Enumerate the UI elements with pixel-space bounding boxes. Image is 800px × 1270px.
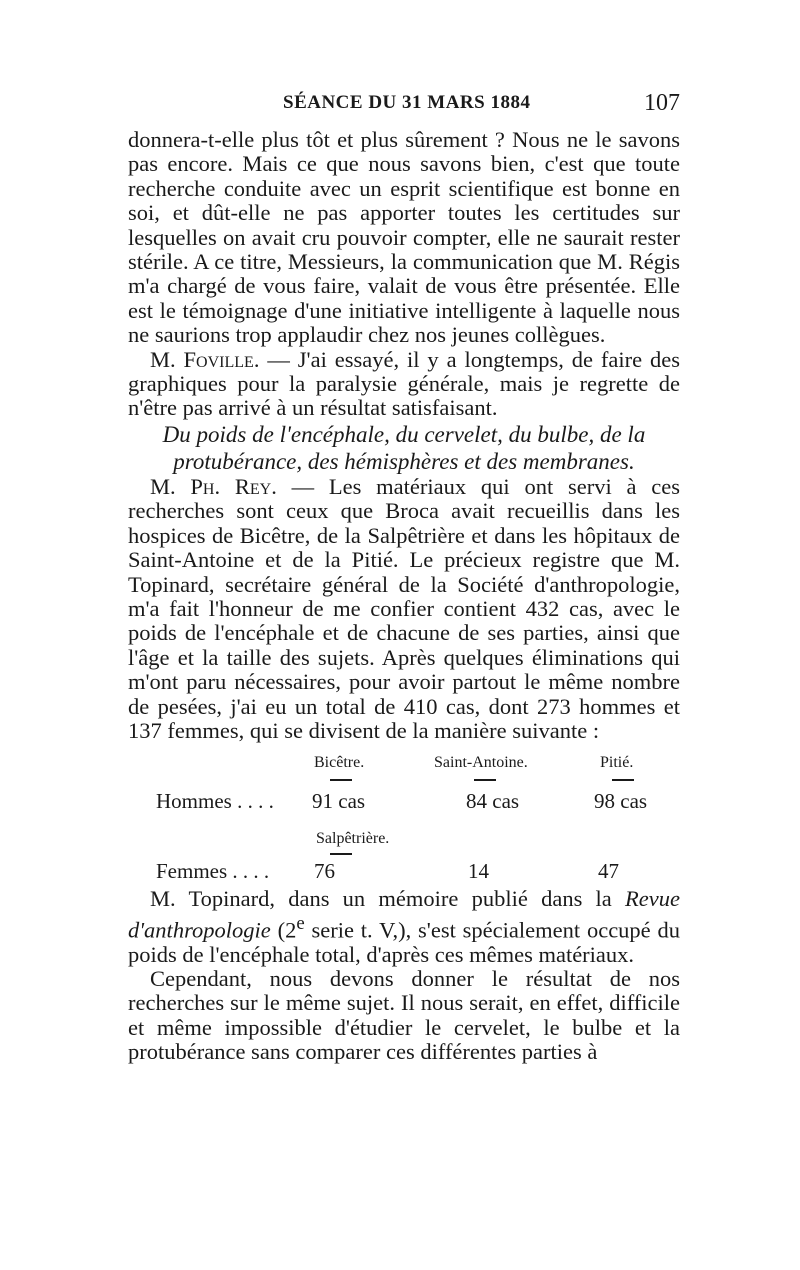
dash (330, 853, 352, 855)
distribution-table (128, 749, 680, 883)
femmes-pitie: 47 (598, 859, 619, 884)
hommes-pitie: 98 cas (594, 789, 648, 814)
hommes-saint-antoine: 84 cas (466, 789, 520, 814)
paragraph-topinard (128, 887, 680, 967)
paragraph-rey (128, 475, 680, 743)
section-heading: Du poids de l'encéphale, du cervelet, du bulbe, de la protubérance, des hémisphères et des membranes. (162, 421, 646, 474)
page-header (128, 92, 680, 120)
col-header-salpetriere: Salpêtrière. (316, 830, 390, 848)
running-title: SÉANCE DU 31 MARS 1884 (283, 92, 531, 113)
dash (330, 779, 352, 781)
speaker-rey: M. Ph. Rey. (150, 473, 277, 499)
femmes-saint-antoine: 14 (468, 859, 489, 884)
hommes-bicetre: 91 cas (312, 789, 366, 814)
series-sup: e (296, 912, 305, 934)
body-text (128, 128, 680, 1065)
col-header-saint-antoine: Saint-Antoine. (434, 754, 528, 772)
page-number: 107 (644, 90, 680, 116)
col-header-bicetre: Bicêtre. (314, 754, 365, 772)
row-label-hommes: Hommes . . . . (156, 789, 274, 814)
paragraph-foville (128, 348, 680, 421)
dash (474, 779, 496, 781)
journal-title: Revue d'anthropologie (128, 886, 680, 943)
topinard-before: M. Topinard, dans un mémoire publié dans la (150, 886, 626, 912)
dash (612, 779, 634, 781)
col-header-pitie: Pitié. (600, 754, 634, 772)
foville-text: — J'ai essayé, il y a longtemps, de faire des graphiques pour la paralysie générale, mais je regrette de n'être pas arrivé à un résultat satisfaisant. (128, 346, 681, 421)
femmes-salpetriere: 76 (314, 859, 335, 884)
paragraph-1: donnera-t-elle plus tôt et plus sûrement ? Nous ne le savons pas encore. Mais ce que nous savons bien, c'est que toute recherche conduite avec un esprit scientifique est bonne en soi, et dût-elle ne pas apporter toutes les certitudes sur lesquelles on avait cru pouvoir compter, elle ne saurait rester stérile. A ce titre, Messieurs, la communication que M. Régis m'a chargé de vous faire, valait de vous être présentée. Elle est le témoignage d'une initiative intelligente à laquelle nous ne saurions trop applaudir chez nos jeunes collègues. (128, 127, 680, 348)
row-label-femmes: Femmes . . . . (156, 859, 270, 884)
topinard-after: serie t. V,), s'est spécialement occupé du poids de l'encéphale total, d'après ces mêmes matériaux. (128, 917, 680, 967)
series-open: (2 (270, 917, 297, 943)
paragraph-cependant: Cependant, nous devons donner le résultat de nos recherches sur le même sujet. Il nous serait, en effet, difficile et même impossible d'étudier le cervelet, le bulbe et la protubérance sans comparer ces différentes parties à (128, 966, 680, 1065)
rey-text: — Les matériaux qui ont servi à ces recherches sont ceux que Broca avait recueillis dans les hospices de Bicêtre, de la Salpêtrière et dans les hôpitaux de Saint-Antoine et de la Pitié. Le précieux registre que M. Topinard, secrétaire général de la Société d'anthropologie, m'a fait l'honneur de me confier contient 432 cas, avec le poids de l'encéphale et de chacune de ses parties, ainsi que l'âge et la taille des sujets. Après quelques éliminations qui m'ont paru nécessaires, pour avoir partout le même nombre de pesées, j'ai eu un total de 410 cas, dont 273 hommes et 137 femmes, qui se divisent de la manière suivante : (128, 473, 680, 743)
speaker-foville: M. Foville. (150, 346, 260, 372)
